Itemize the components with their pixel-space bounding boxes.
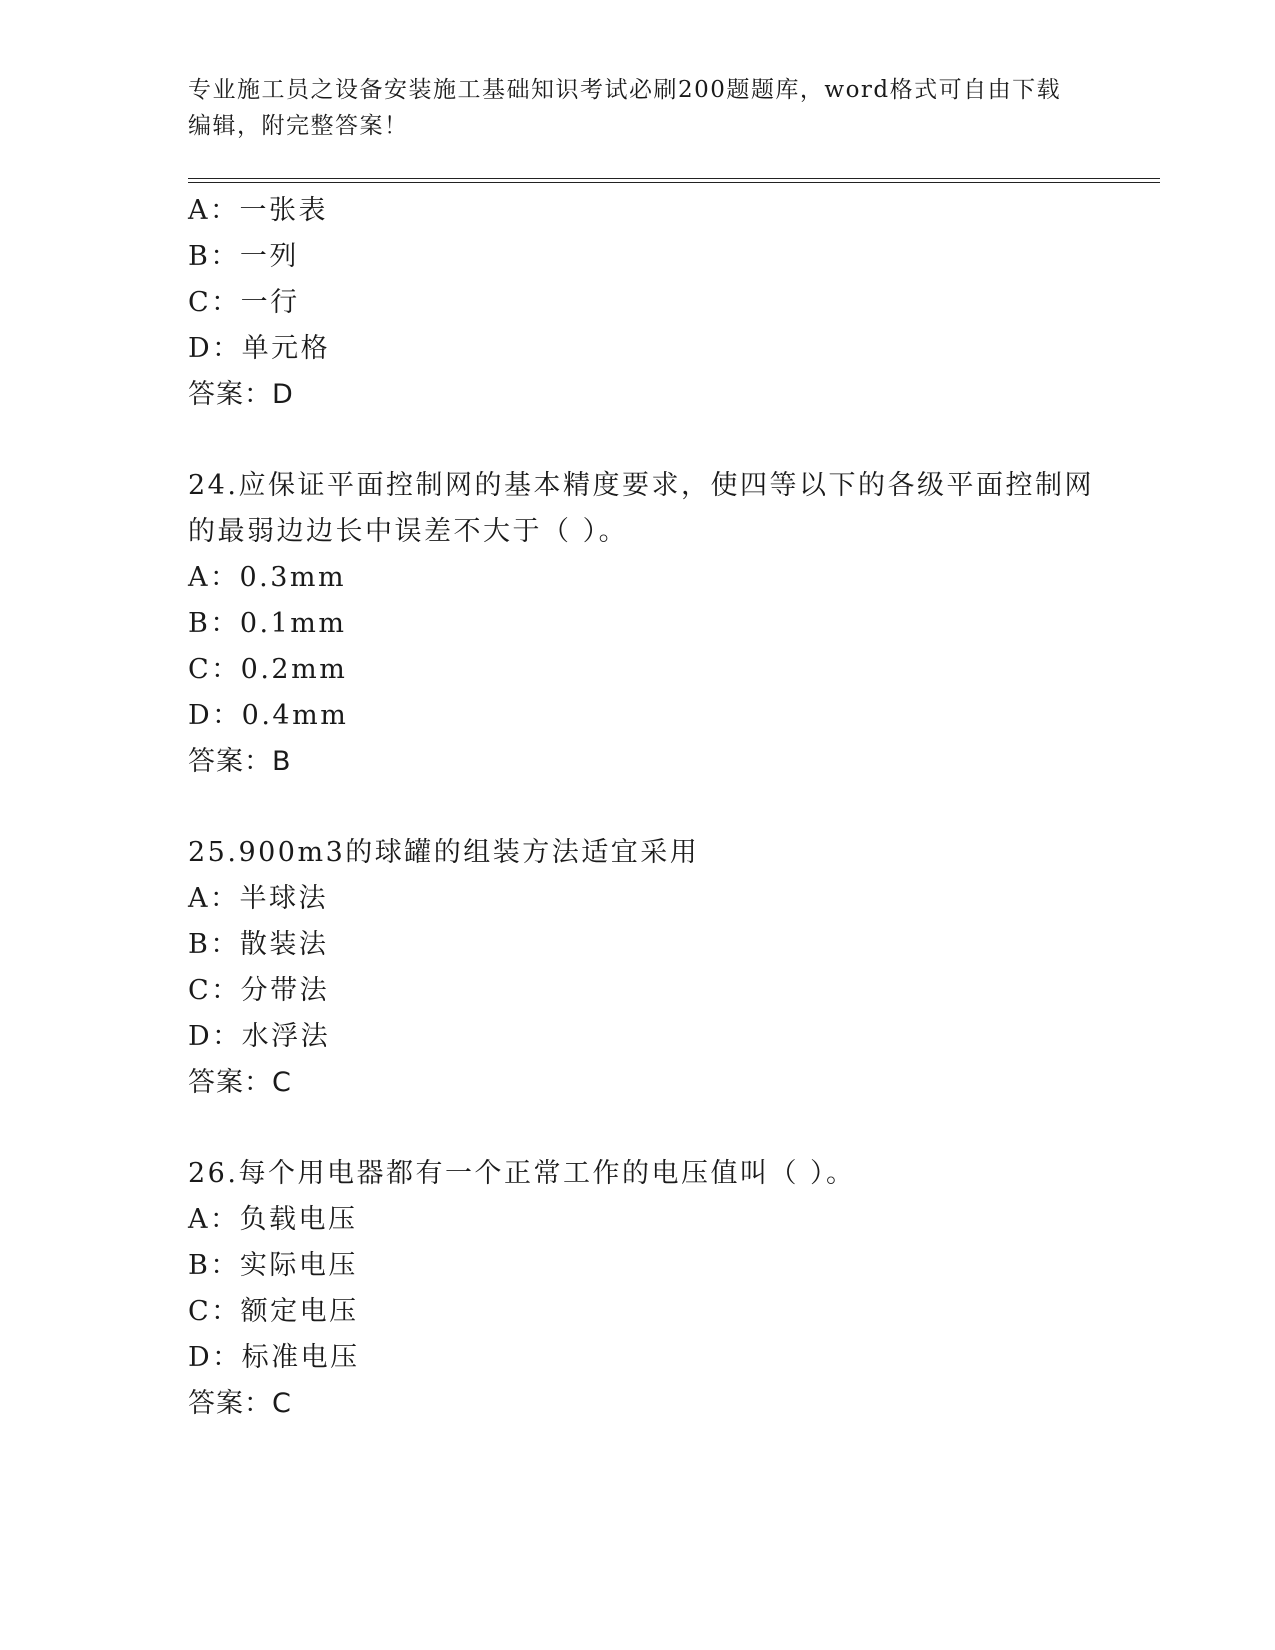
- answer: 答案：C: [188, 1388, 292, 1419]
- option-c: C：分带法: [188, 975, 330, 1006]
- answer: 答案：B: [188, 746, 292, 777]
- option-b: B：一列: [188, 241, 299, 272]
- option-d: D：水浮法: [188, 1021, 331, 1052]
- header-divider: [188, 178, 1160, 183]
- header-title-line-1: 专业施工员之设备安装施工基础知识考试必刷200题题库，word格式可自由下载: [188, 77, 1062, 103]
- option-c: C：0.2mm: [188, 654, 348, 685]
- question-23: [188, 188, 1088, 418]
- question-24: [188, 463, 1094, 785]
- option-b: B：散装法: [188, 929, 329, 960]
- question-text-line-2: 的最弱边边长中误差不大于（ ）。: [188, 516, 629, 547]
- option-a: A：0.3mm: [188, 562, 347, 593]
- option-d: D：单元格: [188, 333, 331, 364]
- option-a: A：半球法: [188, 883, 328, 914]
- option-c: C：额定电压: [188, 1296, 359, 1327]
- option-d: D：标准电压: [188, 1342, 360, 1373]
- option-a: A：一张表: [188, 195, 328, 226]
- answer: 答案：D: [188, 379, 294, 410]
- option-d: D：0.4mm: [188, 700, 349, 731]
- header-title-line-2: 编辑，附完整答案！: [188, 113, 409, 139]
- question-25: [188, 830, 1088, 1106]
- option-a: A：负载电压: [188, 1204, 358, 1235]
- document-header: [188, 72, 1078, 144]
- answer: 答案：C: [188, 1067, 292, 1098]
- question-text: 25.900m3的球罐的组装方法适宜采用: [188, 837, 700, 868]
- option-b: B：0.1mm: [188, 608, 347, 639]
- option-b: B：实际电压: [188, 1250, 358, 1281]
- question-26: [188, 1151, 1088, 1427]
- question-text: 26.每个用电器都有一个正常工作的电压值叫（ ）。: [188, 1158, 856, 1189]
- question-list: [188, 188, 1094, 1427]
- option-c: C：一行: [188, 287, 300, 318]
- question-text-line-1: 24.应保证平面控制网的基本精度要求，使四等以下的各级平面控制网: [188, 470, 1094, 501]
